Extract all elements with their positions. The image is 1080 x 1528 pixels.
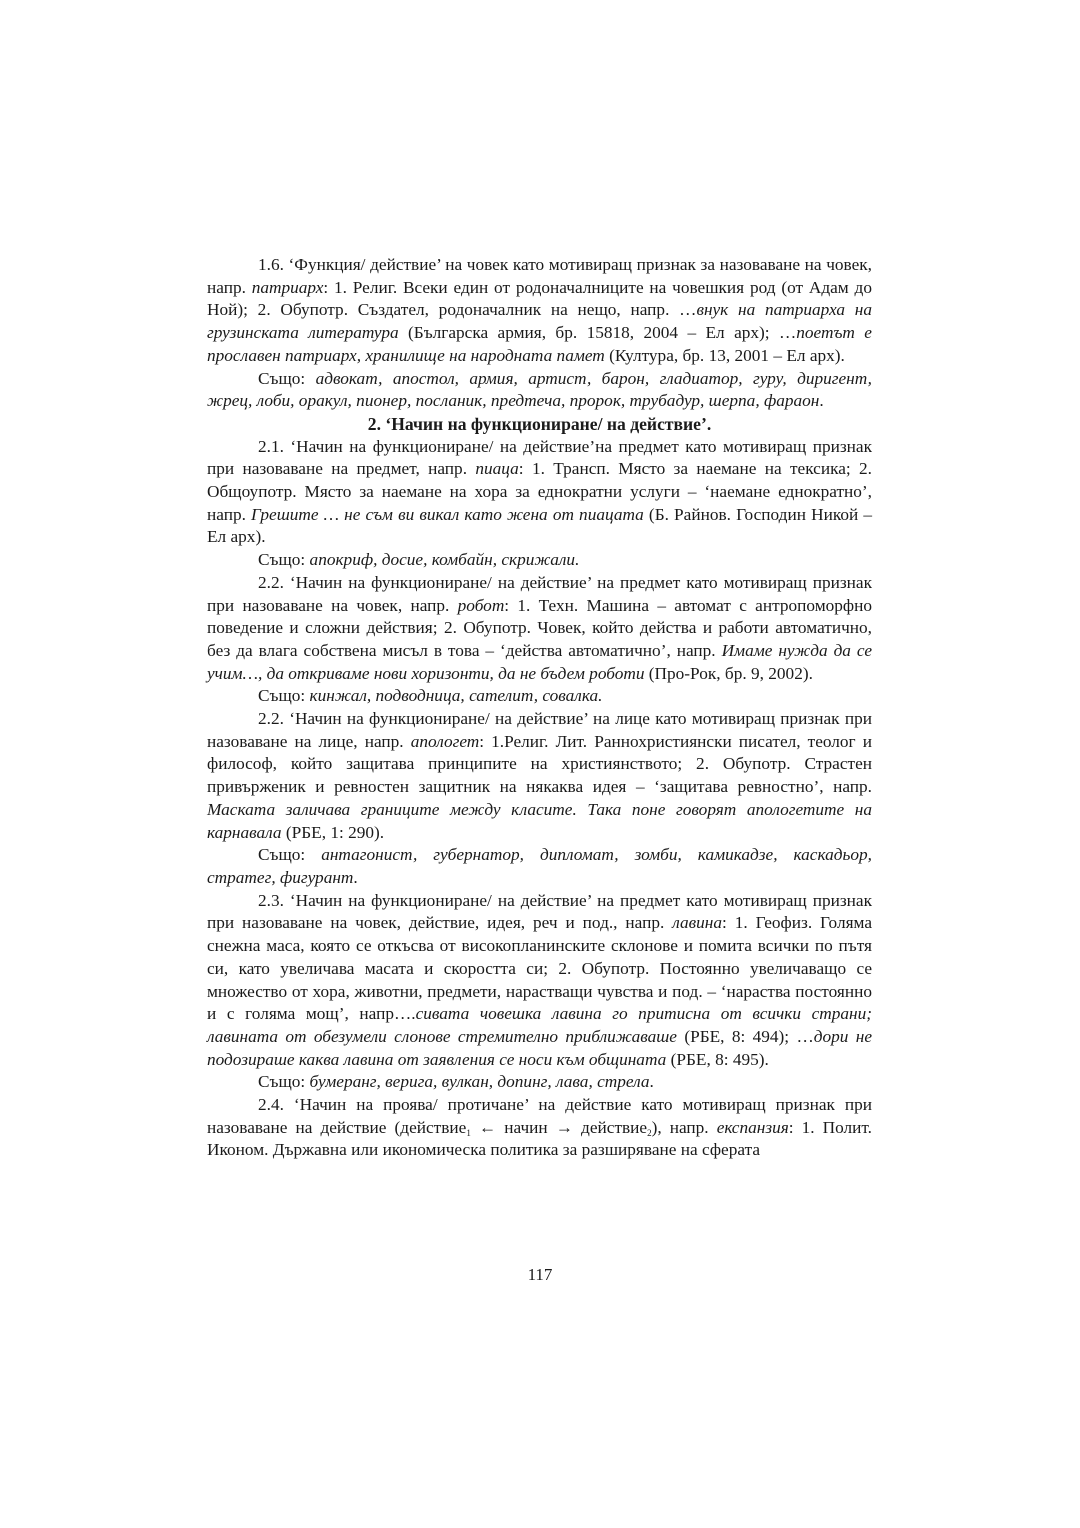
headword: патриарх bbox=[251, 277, 324, 297]
headword: пиаца bbox=[475, 459, 519, 479]
example-quote: внук на патриарха на грузинската литература bbox=[207, 300, 872, 343]
headword: експанзия bbox=[716, 1117, 789, 1137]
text-run: : 1. Трансп. Място за наемане на тексика; 2. Общоупотр. Място за наемане на хора за еднократни услуги – ‘наемане еднократно’, напр. bbox=[207, 459, 873, 524]
text-run: : 1.Религ. Лит. Раннохристиянски писател, теолог и философ, който защитава принципите на християнството; 2. Обупотр. Страстен привърженик и ревностен защитник на някаква идея – ‘защитава ревностно’, напр. bbox=[207, 731, 872, 797]
text-run: (РБЕ, 8: 495). bbox=[666, 1049, 769, 1069]
text-run: (РБЕ, 8: 494); … bbox=[676, 1026, 814, 1046]
text-run: ← начин → действие bbox=[470, 1117, 648, 1137]
example-quote: сивата човешка лавина го притисна от всички страни; лавината от обезумели слонове стремително приближаваше bbox=[207, 1004, 872, 1046]
text-run: (Б. Райнов. Господин Никой – Ел арх). bbox=[207, 504, 872, 547]
text-run: 2.4. ‘Начин на проява/ протичане’ на действие като мотивиращ признак при назоваване на действие (действие bbox=[207, 1095, 872, 1137]
page-number: 117 bbox=[527, 1265, 553, 1284]
page-body bbox=[207, 254, 872, 1162]
text-run: . bbox=[819, 391, 824, 411]
paragraph-2-1 bbox=[207, 436, 872, 550]
also-label: Също: bbox=[258, 368, 316, 388]
subscript: 2 bbox=[647, 1127, 652, 1138]
also-words: бумеранг, верига, вулкан, допинг, лава, стрела bbox=[309, 1072, 650, 1092]
paragraph-1-6 bbox=[207, 254, 872, 368]
section-heading: 2. ‘Начин на функциониране/ на действие’. bbox=[367, 413, 712, 434]
text-run: . bbox=[353, 867, 358, 887]
headword: лавина bbox=[672, 913, 722, 933]
text-run: . bbox=[649, 1072, 654, 1092]
example-quote: дори не подозираше каква лавина от заявления се носи към общината bbox=[207, 1026, 872, 1069]
text-run: ), напр. bbox=[651, 1117, 717, 1137]
paragraph-2-4 bbox=[207, 1094, 872, 1162]
also-list-2-1 bbox=[207, 549, 872, 572]
also-list-2-2a bbox=[207, 685, 872, 708]
text-run: (Българска армия, бр. 15818, 2004 – Ел арх); … bbox=[398, 323, 797, 343]
text-run: : 1. Полит. Иконом. Държавна или икономическа политика за разширяване на сферата bbox=[207, 1117, 872, 1160]
text-run: 2.3. ‘Начин на функциониране/ на действие’ на предмет като мотивиращ признак при назоваване на човек, действие, идея, реч и под., напр. bbox=[207, 890, 872, 933]
text-run: 1.6. ‘Функция/ действие’ на човек като мотивиращ признак за назоваване на човек, напр. bbox=[207, 255, 872, 297]
example-quote: Грешите … не съм ви викал като жена от пиацата bbox=[251, 504, 644, 524]
headword: робот bbox=[457, 595, 505, 615]
text-run: : 1. Геофиз. Голяма снежна маса, която се откъсва от високопланинските склонове и помита всички по пътя си, като увеличава масата и скоростта си; 2. Обупотр. Постоянно увеличаващо се множество от хора, животни, предмети, нарастващи чувства и под. – ‘нараства постоянно и с голяма мощ’, напр…. bbox=[207, 913, 873, 1024]
text-run: (РБЕ, 1: 290). bbox=[281, 822, 385, 842]
also-label: Също: bbox=[258, 686, 310, 706]
also-list-2-3 bbox=[207, 1071, 872, 1094]
text-run: : 1. Техн. Машина – автомат с антропоморфно поведение и сложни действия; 2. Обупотр. Човек, който действа и работи автоматично, без да влага собствена мисъл в това – ‘действа автоматично’, напр. bbox=[207, 595, 872, 660]
text-run: (Про-Рок, бр. 9, 2002). bbox=[644, 663, 813, 683]
text-run: 2.1. ‘Начин на функциониране/ на действие’на предмет като мотивиращ признак при назоваване на предмет, напр. bbox=[207, 436, 872, 479]
subscript: 1 bbox=[466, 1127, 471, 1138]
headword: апологет bbox=[410, 731, 480, 751]
text-run: 2.2. ‘Начин на функциониране/ на действие’ на лице като мотивиращ признак при назоваване на лице, напр. bbox=[207, 709, 872, 751]
also-list-2-2b bbox=[207, 844, 872, 889]
also-words: антагонист, губернатор, дипломат, зомби, камикадзе, каскадьор, стратег, фигурант bbox=[207, 845, 872, 887]
paragraph-2-2b bbox=[207, 708, 872, 844]
paragraph-2-3 bbox=[207, 890, 872, 1072]
example-quote: Маската заличава границите между класите. Така поне говорят апологетите на карнавала bbox=[207, 799, 872, 842]
also-words: апокриф, досие, комбайн, скрижали. bbox=[309, 550, 580, 570]
also-label: Също: bbox=[258, 845, 322, 865]
also-list-1-6 bbox=[207, 368, 872, 413]
example-quote: поетът е прославен патриарх, хранилище на народната памет bbox=[207, 323, 872, 365]
example-quote: Имаме нужда да се учим…, да откриваме нови хоризонти, да не бъдем роботи bbox=[207, 640, 873, 683]
text-run: : 1. Религ. Всеки един от родоначалниците на човешкия род (от Адам до Ной); 2. Обупотр. Създател, родоначалник на нещо, напр. … bbox=[207, 277, 872, 320]
text-run: (Култура, бр. 13, 2001 – Ел арх). bbox=[604, 345, 845, 365]
text-run: 2.2. ‘Начин на функциониране/ на действие’ на предмет като мотивиращ признак при назоваване на човек, напр. bbox=[207, 572, 872, 615]
also-words: кинжал, подводница, сателит, совалка. bbox=[309, 686, 603, 706]
also-words: адвокат, апостол, армия, артист, барон, гладиатор, гуру, диригент, жрец, лоби, оракул, пионер, посланик, предтеча, пророк, трубадур, шерпа, фараон bbox=[207, 368, 872, 411]
paragraph-2-2a bbox=[207, 572, 872, 686]
also-label: Също: bbox=[258, 1072, 310, 1092]
also-label: Също: bbox=[258, 550, 310, 570]
